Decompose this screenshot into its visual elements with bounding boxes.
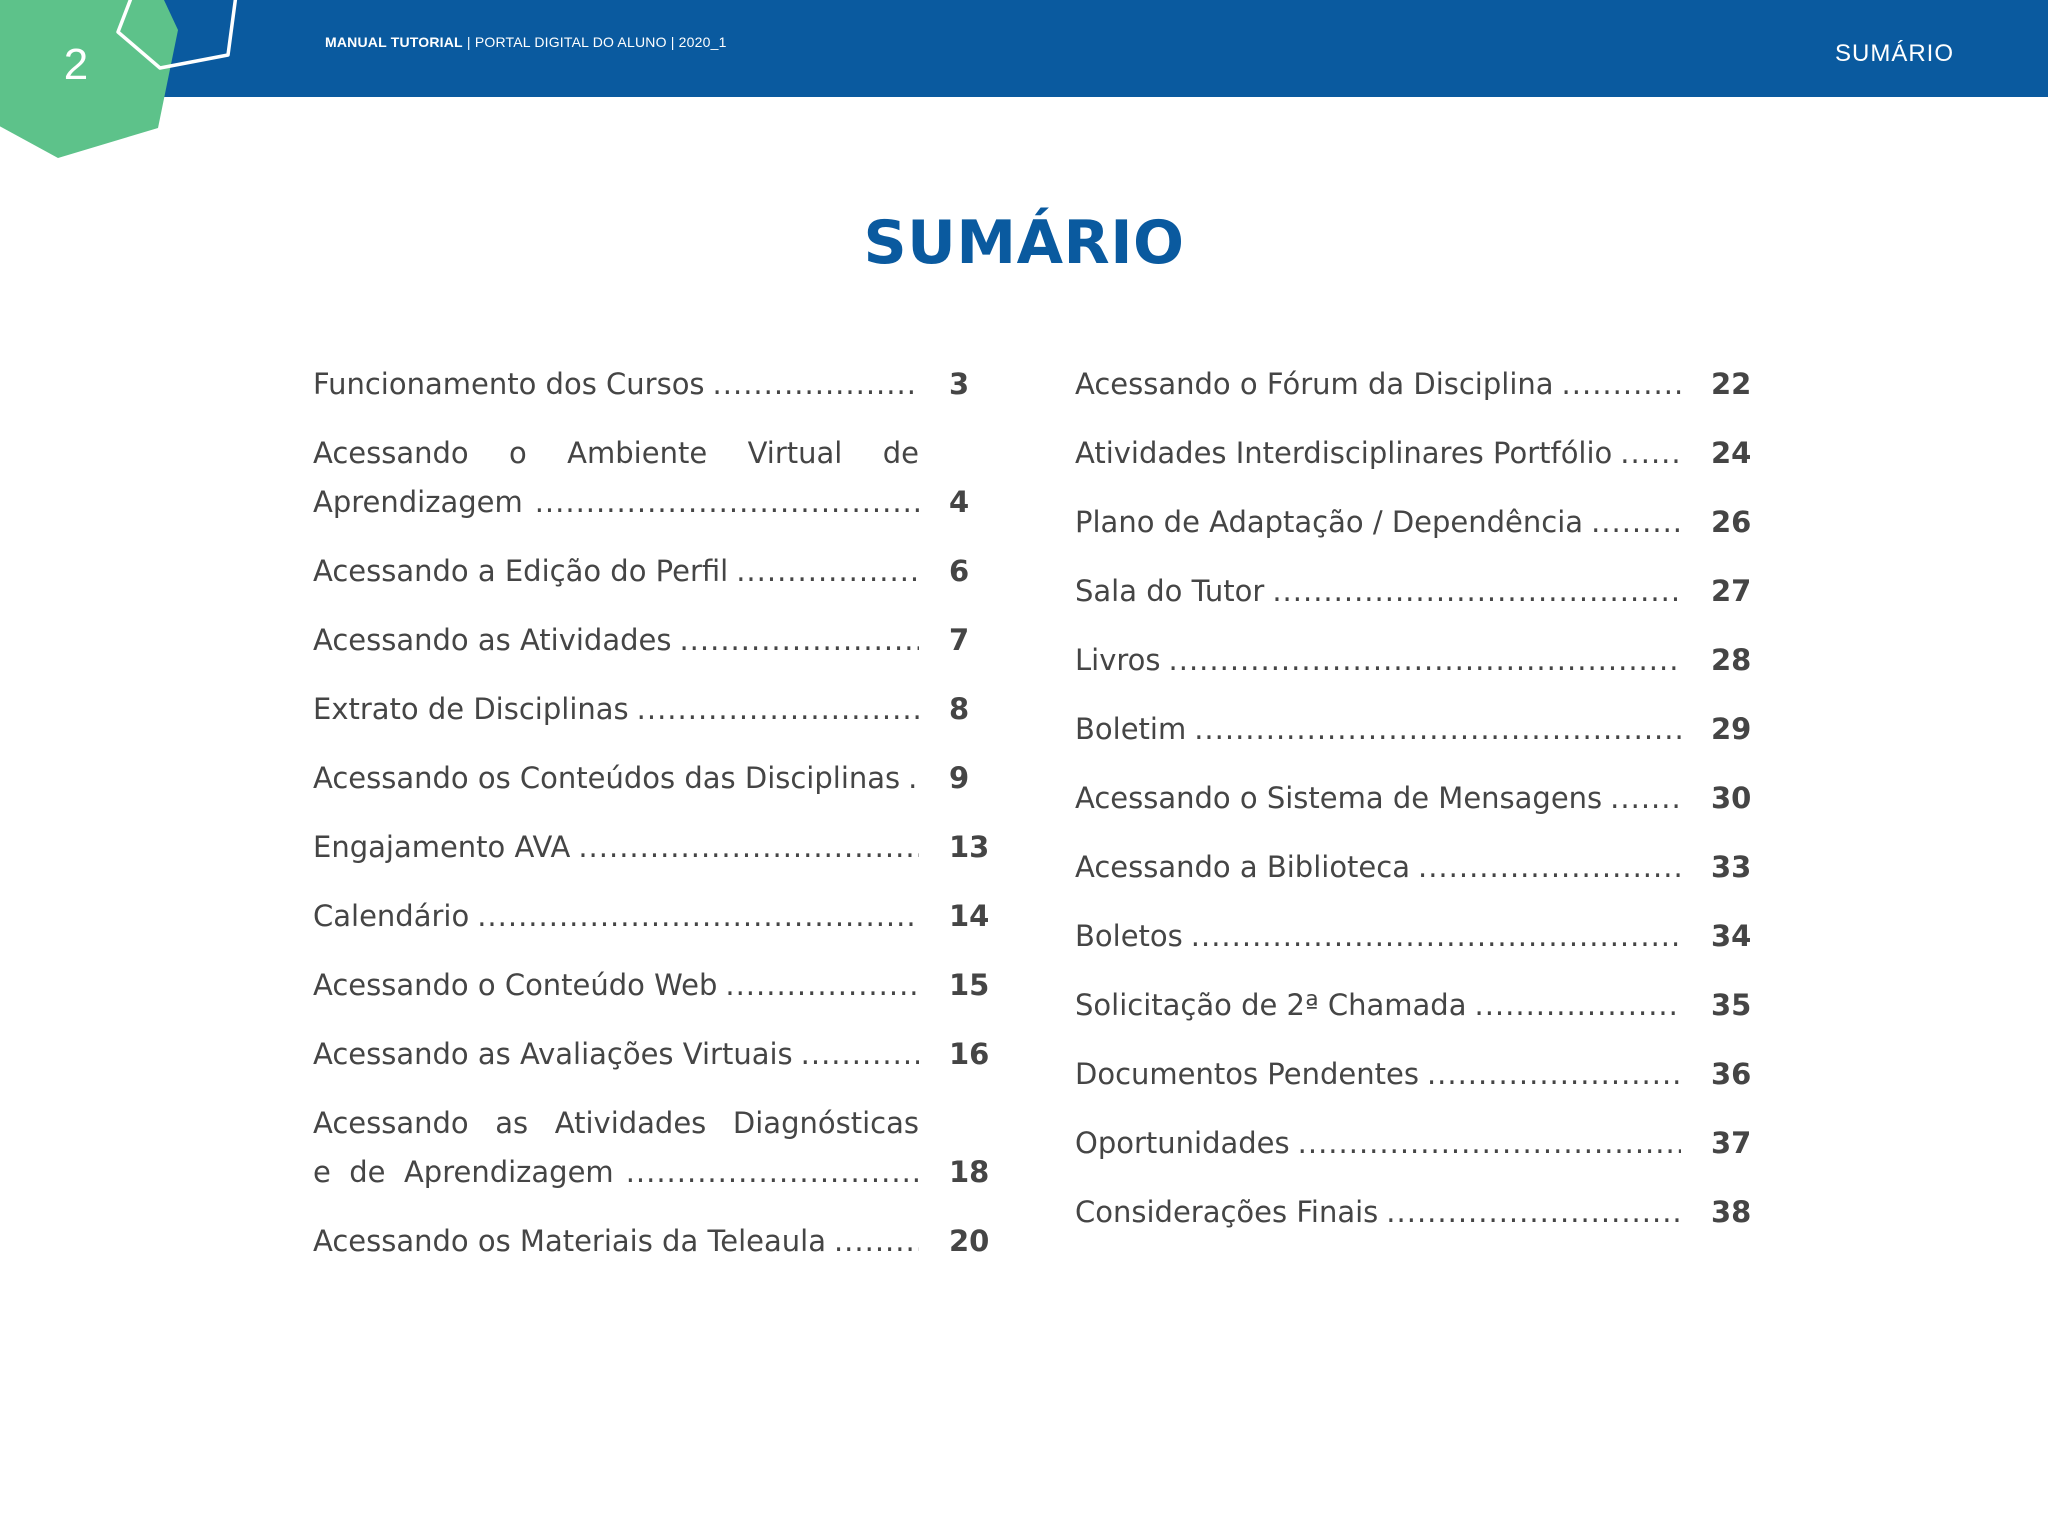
toc-entry-page-number: 14	[949, 899, 990, 933]
toc-entry-page-number: 26	[1711, 505, 1752, 539]
toc-entry-label: Acessando as Atividades	[313, 623, 672, 657]
toc-entry-label: Oportunidades	[1075, 1126, 1290, 1160]
toc-entry-page-number: 7	[949, 623, 970, 657]
toc-entry-page-number: 29	[1711, 712, 1752, 746]
toc-entry-leader-dots	[713, 360, 919, 409]
toc-entry-text	[1075, 774, 1681, 823]
toc-entry-text	[1075, 498, 1681, 547]
toc-entry-label: Documentos Pendentes	[1075, 1057, 1419, 1091]
toc-entry-label: Calendário	[313, 899, 470, 933]
toc-entry-leader-dots	[1610, 774, 1681, 823]
toc-entry-leader-dots	[1562, 360, 1681, 409]
section-label: SUMÁRIO	[1834, 40, 1954, 67]
toc-entry-label: Sala do Tutor	[1075, 574, 1265, 608]
toc-entry[interactable]	[313, 685, 1013, 734]
toc-entry-leader-dots	[1620, 429, 1681, 478]
toc-entry[interactable]	[1075, 636, 1775, 685]
toc-entry-text	[1075, 1119, 1681, 1168]
toc-entry-label: Aprendizagem	[313, 485, 523, 519]
page-title: SUMÁRIO	[863, 208, 1185, 278]
toc-entry-page-number: 9	[949, 761, 970, 795]
header-brand	[325, 34, 727, 50]
toc-entry-text	[313, 360, 919, 409]
toc-entry-page-number: 20	[949, 1224, 990, 1258]
toc-entry-text	[313, 754, 919, 803]
toc-entry-page-number: 33	[1711, 850, 1752, 884]
header-bar	[0, 0, 2048, 97]
toc-entry-page-number: 24	[1711, 436, 1752, 470]
brand-bold-text: MANUAL TUTORIAL	[325, 34, 463, 50]
toc-entry[interactable]	[1075, 429, 1775, 478]
toc-entry[interactable]	[1075, 1050, 1775, 1099]
toc-entry-text	[313, 429, 919, 527]
toc-entry-leader-dots	[1194, 705, 1681, 754]
toc-entry-word: Acessando	[313, 1106, 469, 1140]
toc-entry[interactable]	[313, 429, 1013, 527]
toc-entry-page-number: 38	[1711, 1195, 1752, 1229]
toc-entry[interactable]	[1075, 981, 1775, 1030]
toc-entry[interactable]	[1075, 843, 1775, 892]
toc-entry-leader-dots	[1591, 498, 1681, 547]
toc-entry-page-number: 35	[1711, 988, 1752, 1022]
toc-entry-label: Extrato de Disciplinas	[313, 692, 629, 726]
toc-entry-word: as	[495, 1106, 529, 1140]
toc-entry[interactable]	[313, 616, 1013, 665]
toc-entry[interactable]	[1075, 1119, 1775, 1168]
toc-entry-label: Atividades Interdisciplinares Portfólio	[1075, 436, 1613, 470]
toc-entry-page-number: 8	[949, 692, 970, 726]
toc-right-column	[1075, 360, 1775, 1257]
toc-entry[interactable]	[313, 1217, 1013, 1266]
toc-entry-label: Acessando o Fórum da Disciplina	[1075, 367, 1554, 401]
toc-entry-text	[1075, 912, 1681, 961]
toc-entry-label: Acessando o Conteúdo Web	[313, 968, 718, 1002]
toc-entry-label: Boletim	[1075, 712, 1187, 746]
toc-entry-page-number: 16	[949, 1037, 990, 1071]
toc-entry-text	[313, 547, 919, 596]
toc-entry-text	[1075, 1188, 1681, 1237]
toc-entry-label-line2	[313, 478, 919, 527]
toc-entry-leader-dots	[801, 1030, 919, 1079]
toc-entry-leader-dots	[535, 478, 919, 527]
toc-entry-label: Livros	[1075, 643, 1161, 677]
toc-entry-page-number: 34	[1711, 919, 1752, 953]
toc-entry-text	[313, 892, 919, 941]
toc-entry-label-line1	[313, 429, 919, 478]
toc-entry-leader-dots	[637, 685, 919, 734]
toc-entry-label: Plano de Adaptação / Dependência	[1075, 505, 1584, 539]
toc-entry-leader-dots	[1191, 912, 1681, 961]
toc-entry-leader-dots	[1427, 1050, 1681, 1099]
toc-entry-page-number: 37	[1711, 1126, 1752, 1160]
toc-entry[interactable]	[313, 892, 1013, 941]
brand-rest-text: | PORTAL DIGITAL DO ALUNO | 2020_1	[462, 34, 727, 50]
toc-entry-label: Acessando o Sistema de Mensagens	[1075, 781, 1603, 815]
toc-entry-word: Ambiente	[567, 436, 708, 470]
toc-entry[interactable]	[313, 823, 1013, 872]
toc-entry-label: Engajamento AVA	[313, 830, 571, 864]
toc-entry[interactable]	[1075, 705, 1775, 754]
toc-entry-label: Acessando a Edição do Perfil	[313, 554, 729, 588]
toc-entry-word: Acessando	[313, 436, 469, 470]
toc-entry-page-number: 6	[949, 554, 970, 588]
toc-entry-word: de	[882, 436, 919, 470]
toc-entry-label: Funcionamento dos Cursos	[313, 367, 705, 401]
toc-entry-leader-dots	[1475, 981, 1682, 1030]
toc-entry-leader-dots	[477, 892, 919, 941]
toc-entry-text	[1075, 981, 1681, 1030]
page-number: 2	[63, 40, 89, 89]
toc-entry-text	[313, 1030, 919, 1079]
toc-entry-label: Acessando os Materiais da Teleaula	[313, 1224, 826, 1258]
toc-entry-leader-dots	[679, 616, 919, 665]
toc-entry-text	[313, 616, 919, 665]
toc-entry-leader-dots	[1386, 1188, 1681, 1237]
toc-entry-word: Virtual	[747, 436, 843, 470]
toc-entry-leader-dots	[834, 1217, 919, 1266]
toc-entry[interactable]	[1075, 360, 1775, 409]
toc-entry-text	[313, 685, 919, 734]
toc-entry-page-number: 22	[1711, 367, 1752, 401]
toc-entry-leader-dots	[1272, 567, 1681, 616]
toc-entry[interactable]	[313, 1099, 1013, 1197]
toc-entry-leader-dots	[1169, 636, 1681, 685]
toc-entry-page-number: 4	[949, 485, 970, 519]
toc-entry-text	[313, 961, 919, 1010]
toc-entry-text	[1075, 567, 1681, 616]
toc-entry-word: Diagnósticas	[732, 1106, 919, 1140]
toc-entry-label: e de Aprendizagem	[313, 1155, 614, 1189]
toc-entry-label: Acessando os Conteúdos das Disciplinas	[313, 761, 901, 795]
toc-entry-leader-dots	[578, 823, 919, 872]
toc-entry-leader-dots	[1298, 1119, 1681, 1168]
toc-entry-leader-dots	[626, 1148, 919, 1197]
toc-entry-text	[1075, 843, 1681, 892]
toc-entry[interactable]	[313, 547, 1013, 596]
hexagon-badge-icon	[0, 0, 240, 170]
toc-entry-text	[1075, 705, 1681, 754]
toc-entry-label: Acessando as Avaliações Virtuais	[313, 1037, 793, 1071]
toc-entry[interactable]	[1075, 774, 1775, 823]
toc-entry-page-number: 27	[1711, 574, 1752, 608]
toc-entry-text	[1075, 1050, 1681, 1099]
toc-entry-page-number: 18	[949, 1155, 990, 1189]
toc-entry[interactable]	[1075, 1188, 1775, 1237]
toc-entry-text	[313, 1099, 919, 1197]
toc-entry[interactable]	[1075, 567, 1775, 616]
toc-entry-label-line2	[313, 1148, 919, 1197]
toc-entry-label-line1	[313, 1099, 919, 1148]
toc-entry[interactable]	[313, 754, 1013, 803]
toc-entry[interactable]	[313, 360, 1013, 409]
toc-entry[interactable]	[313, 961, 1013, 1010]
toc-entry[interactable]	[1075, 498, 1775, 547]
toc-entry-label: Considerações Finais	[1075, 1195, 1379, 1229]
toc-entry-word: Atividades	[554, 1106, 707, 1140]
toc-entry-leader-dots	[725, 961, 919, 1010]
toc-entry-leader-dots	[908, 754, 919, 803]
toc-entry-text	[1075, 636, 1681, 685]
toc-entry-label: Acessando a Biblioteca	[1075, 850, 1410, 884]
toc-entry[interactable]	[1075, 912, 1775, 961]
toc-entry-text	[313, 823, 919, 872]
toc-entry-word: o	[509, 436, 527, 470]
toc-entry-text	[1075, 429, 1681, 478]
toc-entry-page-number: 36	[1711, 1057, 1752, 1091]
toc-entry-page-number: 13	[949, 830, 990, 864]
toc-entry-page-number: 15	[949, 968, 990, 1002]
toc-entry-page-number: 30	[1711, 781, 1752, 815]
toc-entry-label: Boletos	[1075, 919, 1183, 953]
toc-entry-text	[313, 1217, 919, 1266]
toc-entry-text	[1075, 360, 1681, 409]
toc-entry[interactable]	[313, 1030, 1013, 1079]
toc-entry-page-number: 3	[949, 367, 970, 401]
toc-entry-page-number: 28	[1711, 643, 1752, 677]
toc-left-column	[313, 360, 1013, 1286]
toc-entry-leader-dots	[1418, 843, 1681, 892]
toc-entry-label: Solicitação de 2ª Chamada	[1075, 988, 1467, 1022]
toc-entry-leader-dots	[736, 547, 919, 596]
